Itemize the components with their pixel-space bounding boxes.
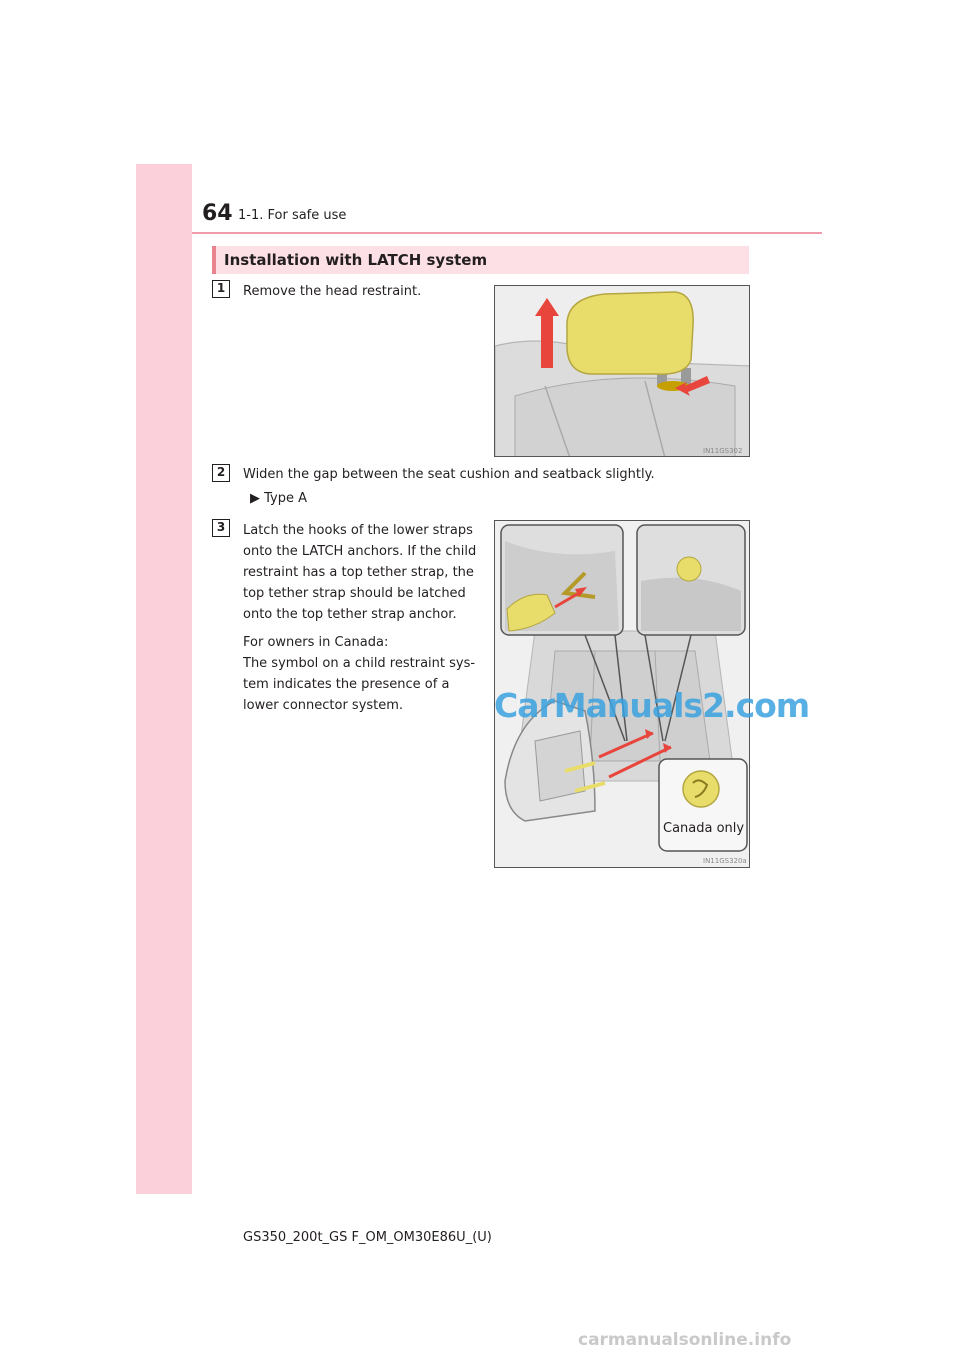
step-badge-3: 3 xyxy=(212,519,230,537)
type-label-text: Type A xyxy=(264,491,308,506)
canada-note xyxy=(243,632,480,716)
canada-note-line: tem indicates the presence of a xyxy=(243,677,450,692)
page-footer: GS350_200t_GS F_OM_OM30E86U_(U) xyxy=(243,1230,492,1245)
page-sidebar-tab xyxy=(136,164,192,1194)
fig1-code: IN11GS302 xyxy=(703,447,743,455)
step-3-text xyxy=(243,520,480,625)
canada-note-line: The symbol on a child restraint sys- xyxy=(243,656,476,671)
head-restraint-illustration xyxy=(494,285,750,457)
watermark-carmanuals2: CarManuals2.com xyxy=(494,686,810,725)
step-3-line: top tether strap should be latched xyxy=(243,586,466,601)
section-heading-text: Installation with LATCH system xyxy=(224,251,488,269)
head-restraint-drawing xyxy=(495,286,750,457)
type-label xyxy=(250,490,307,508)
section-heading xyxy=(212,246,749,274)
page-header xyxy=(192,196,822,232)
section-title: 1-1. For safe use xyxy=(238,208,347,223)
watermark-carmanualsonline: carmanualsonline.info xyxy=(578,1330,792,1350)
step-3-line: Latch the hooks of the lower straps xyxy=(243,523,473,538)
canada-only-label: Canada only xyxy=(663,821,745,836)
canada-note-line: For owners in Canada: xyxy=(243,635,389,650)
fig2-code: IN11GS320a xyxy=(703,857,747,865)
step-3-line: onto the LATCH anchors. If the child xyxy=(243,544,477,559)
step-2-text: Widen the gap between the seat cushion and seatback slightly. xyxy=(243,467,655,482)
step-3-line: onto the top tether strap anchor. xyxy=(243,607,457,622)
triangle-bullet-icon: ▶ xyxy=(250,491,260,506)
page-number: 64 xyxy=(202,201,233,226)
step-badge-2: 2 xyxy=(212,464,230,482)
canada-note-line: lower connector system. xyxy=(243,698,404,713)
step-3-line: restraint has a top tether strap, the xyxy=(243,565,474,580)
header-rule xyxy=(192,232,822,234)
step-badge-1: 1 xyxy=(212,280,230,298)
step-1-text: Remove the head restraint. xyxy=(243,284,422,299)
